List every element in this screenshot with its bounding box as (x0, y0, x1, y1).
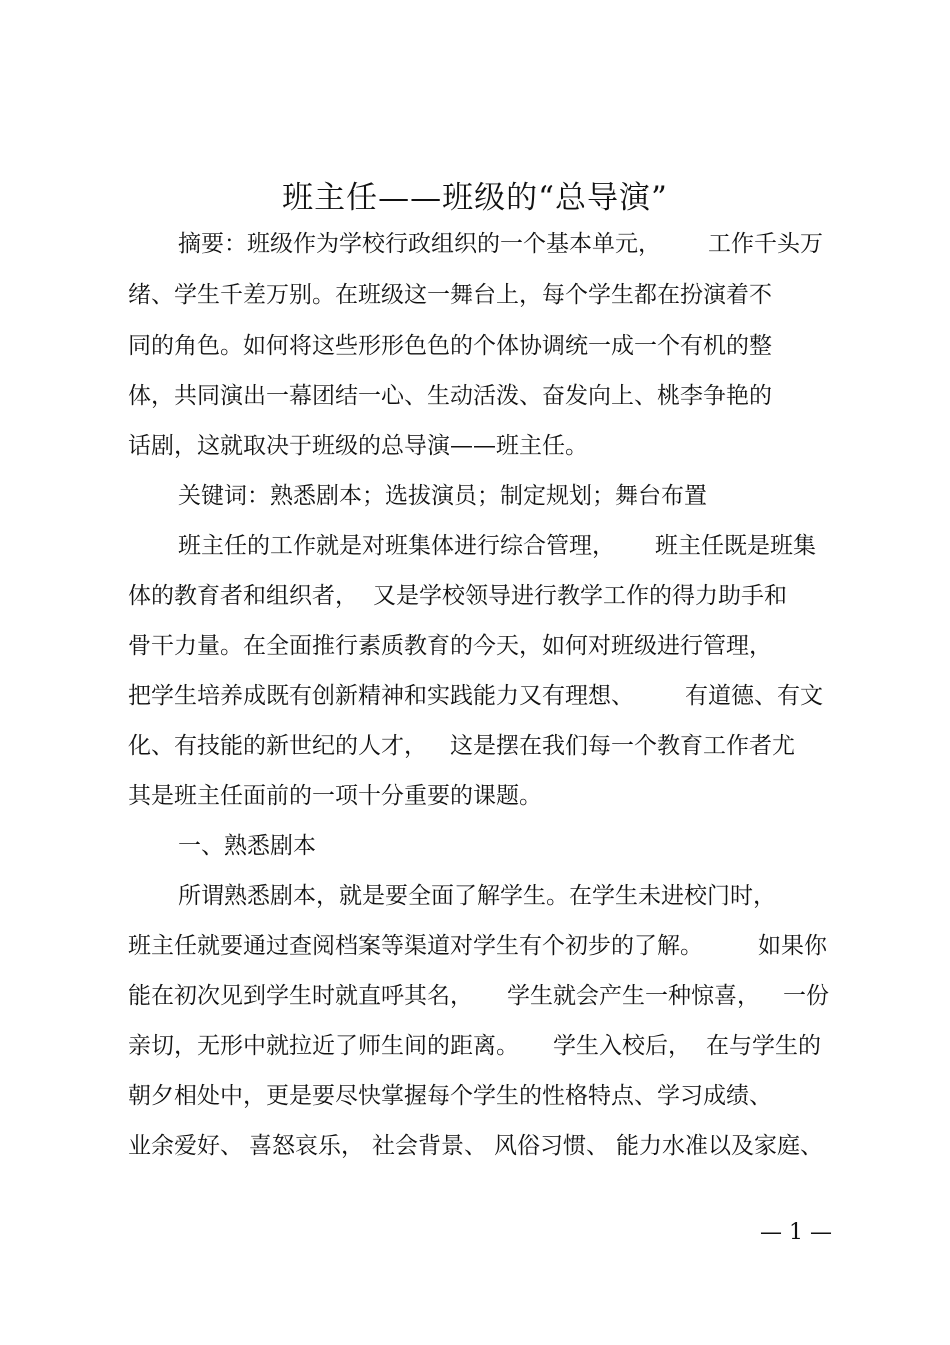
body-line-2b: 又是学校领导进行教学工作的得力助手和 (373, 583, 787, 609)
section-line-6b: 喜怒哀乐， (249, 1133, 364, 1159)
section-line-5: 朝夕相处中，更是要尽快掌握每个学生的性格特点、学习成绩、 (128, 1083, 772, 1109)
section-line-2b: 如果你 (758, 933, 827, 959)
section-line-3a: 能在初次见到学生时就直呼其名， (128, 983, 473, 1009)
body-line-4b: 有道德、有文 (685, 683, 823, 709)
section-line-6c: 社会背景、 (372, 1133, 487, 1159)
section-heading: 一、熟悉剧本 (178, 833, 316, 859)
section-line-4b: 学生入校后， (553, 1033, 691, 1059)
page-number: — 1 — (760, 1220, 832, 1245)
section-line-2a: 班主任就要通过查阅档案等渠道对学生有个初步的了解。 (128, 933, 703, 959)
section-line-6e: 能力水准以及家庭、 (616, 1133, 823, 1159)
body-line-4a: 把学生培养成既有创新精神和实践能力又有理想、 (128, 683, 634, 709)
section-line-1: 所谓熟悉剧本，就是要全面了解学生。在学生未进校门时， (178, 883, 776, 909)
body-line-5a: 化、有技能的新世纪的人才， (128, 733, 427, 759)
body-line-1b: 班主任既是班集 (655, 533, 816, 559)
section-line-6a: 业余爱好、 (128, 1133, 243, 1159)
section-line-6d: 风俗习惯、 (494, 1133, 609, 1159)
abstract-line-4: 体，共同演出一幕团结一心、生动活泼、奋发向上、桃李争艳的 (128, 383, 772, 409)
abstract-line-2: 绪、学生千差万别。在班级这一舞台上，每个学生都在扮演着不 (128, 282, 772, 308)
body-line-5b: 这是摆在我们每一个教育工作者尤 (450, 733, 795, 759)
section-line-3b: 学生就会产生一种惊喜， (507, 983, 760, 1009)
abstract-line-1b: 工作千头万 (708, 231, 823, 257)
abstract-line-3: 同的角色。如何将这些形形色色的个体协调统一成一个有机的整 (128, 333, 772, 359)
body-line-6: 其是班主任面前的一项十分重要的课题。 (128, 783, 542, 809)
body-line-3: 骨干力量。在全面推行素质教育的今天，如何对班级进行管理， (128, 633, 772, 659)
keywords-line: 关键词：熟悉剧本；选拔演员；制定规划；舞台布置 (178, 483, 707, 509)
body-line-2a: 体的教育者和组织者， (128, 583, 358, 609)
section-line-3c: 一份 (783, 983, 829, 1009)
document-title: 班主任——班级的“总导演” (282, 180, 668, 216)
section-line-4c: 在与学生的 (706, 1033, 821, 1059)
abstract-line-1a: 摘要：班级作为学校行政组织的一个基本单元， (178, 231, 661, 257)
abstract-line-5: 话剧，这就取决于班级的总导演——班主任。 (128, 433, 588, 459)
section-line-4a: 亲切，无形中就拉近了师生间的距离。 (128, 1033, 519, 1059)
body-line-1a: 班主任的工作就是对班集体进行综合管理， (178, 533, 615, 559)
